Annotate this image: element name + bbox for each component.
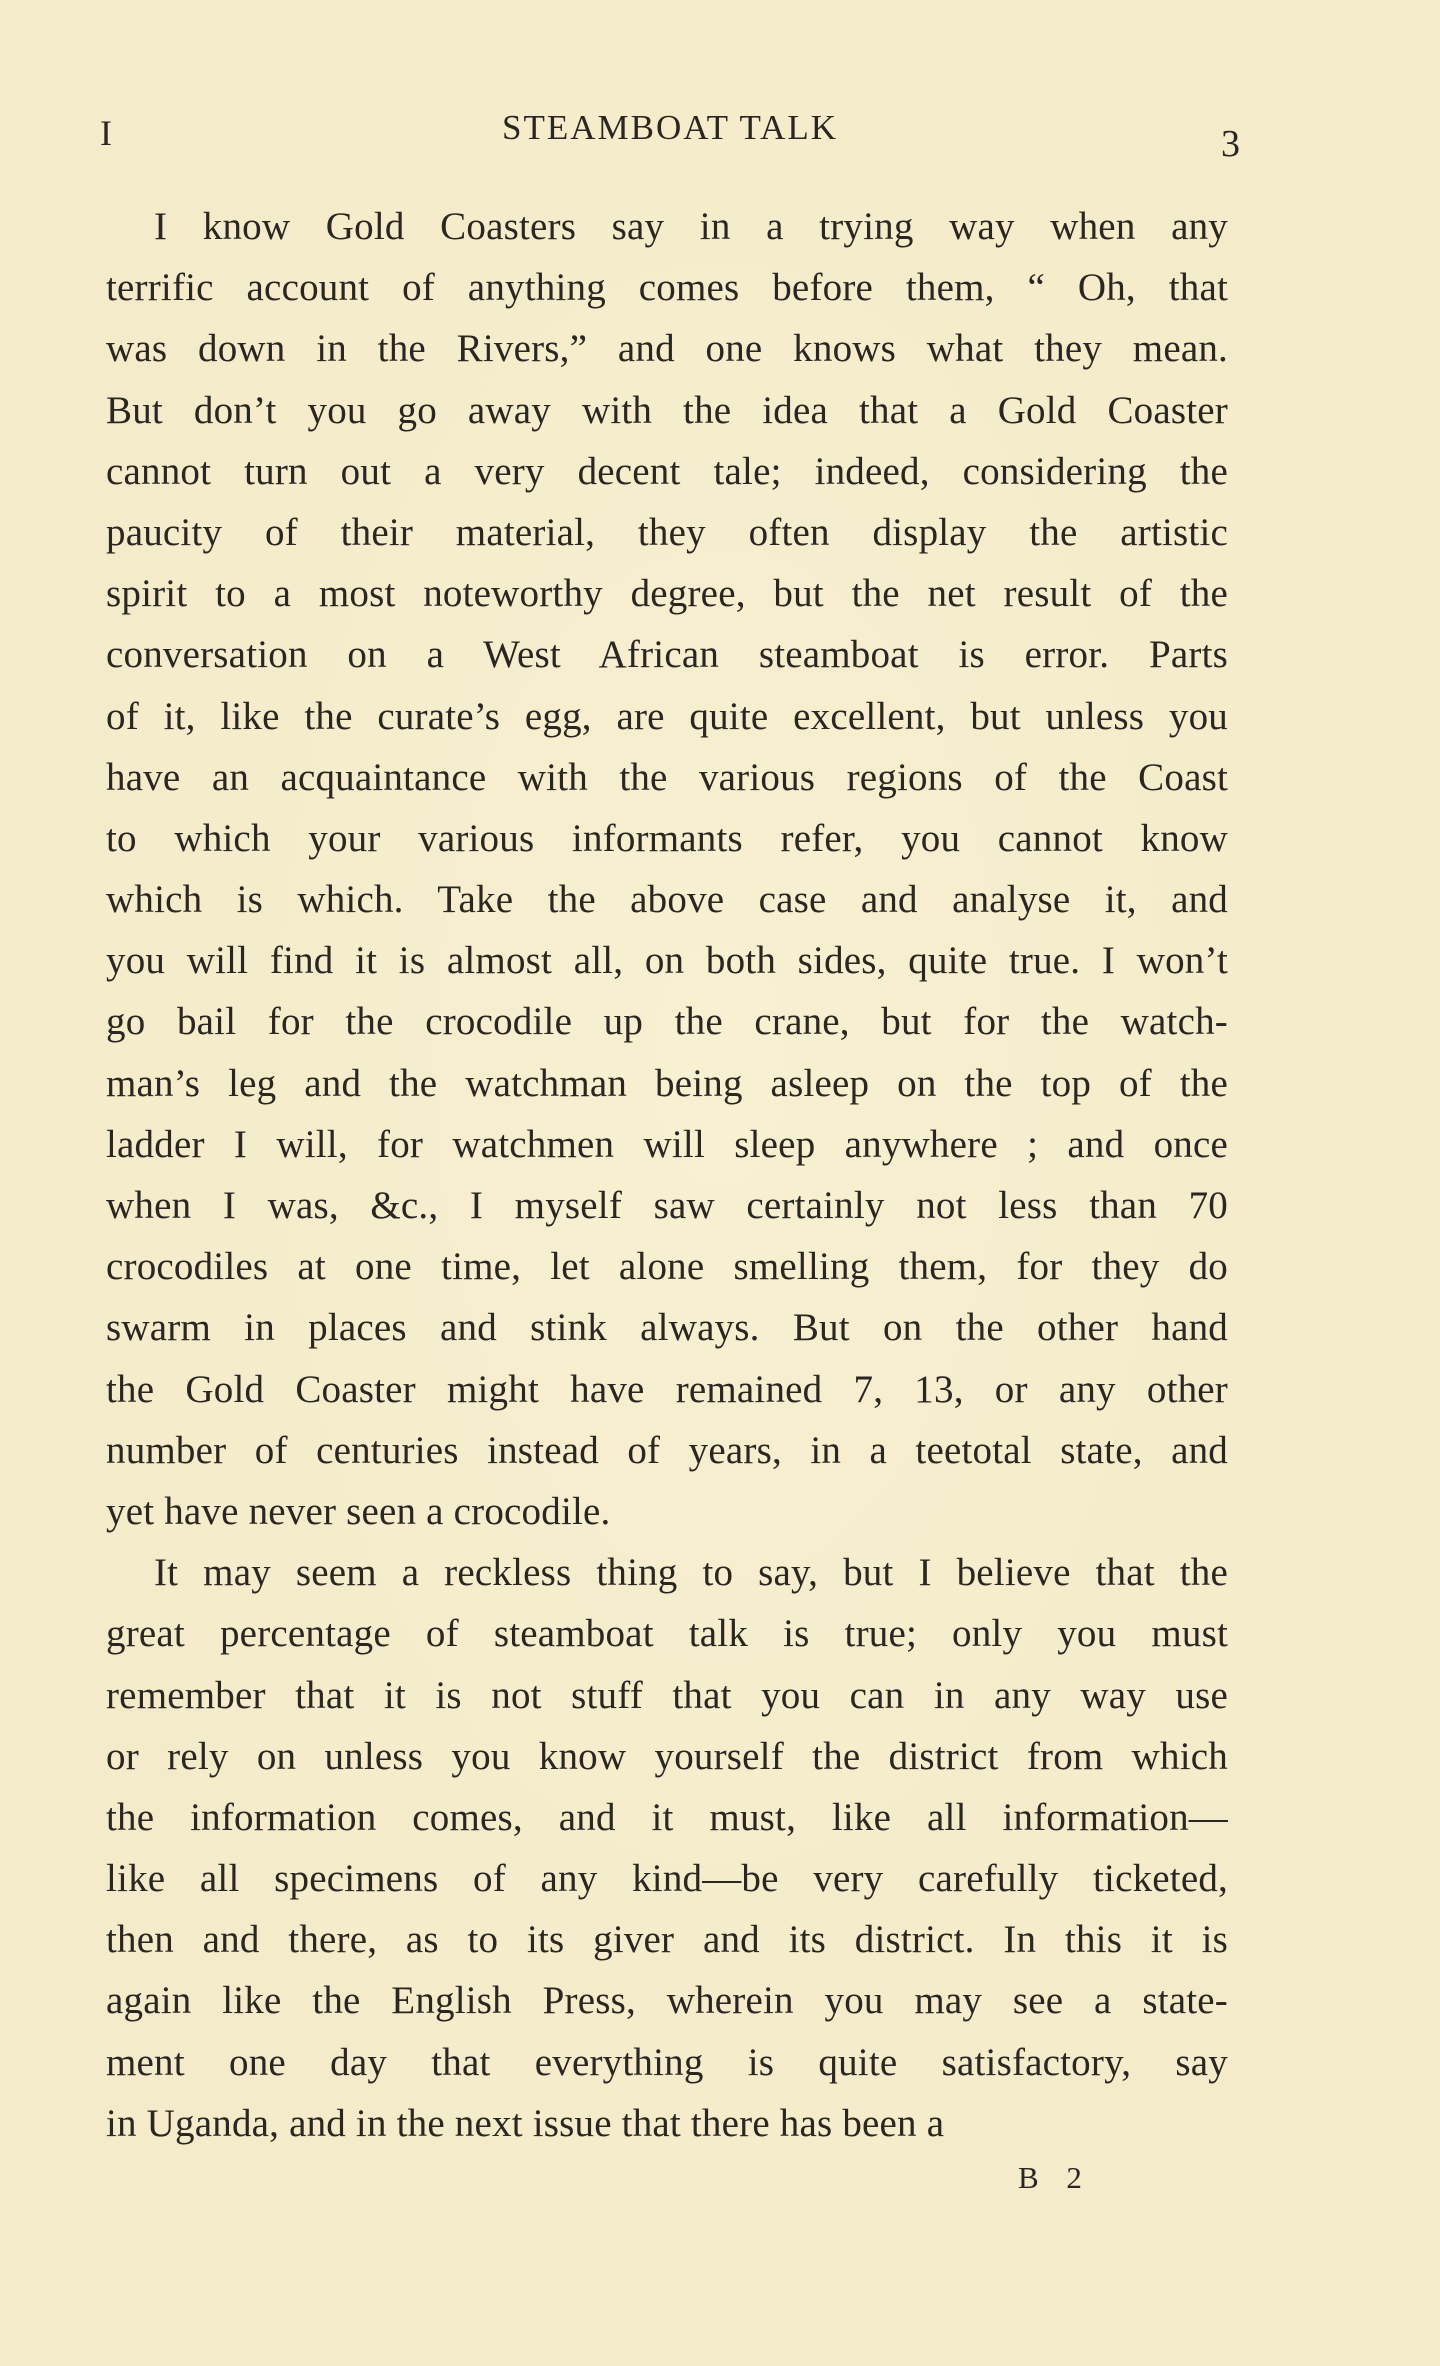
text-line: But don’t you go away with the idea that a Gold Coaster: [106, 388, 1228, 432]
chapter-number: I: [100, 113, 112, 153]
text-line: terrific account of anything comes before them, “ Oh, that: [106, 266, 1228, 310]
running-title: STEAMBOAT TALK: [501, 108, 838, 147]
text-line: swarm in places and stink always. But on the other hand: [106, 1306, 1228, 1350]
text-line: man’s leg and the watchman being asleep on the top of the: [106, 1061, 1228, 1105]
text-line: great percentage of steamboat talk is true; only you must: [106, 1612, 1228, 1656]
text-line: or rely on unless you know yourself the district from which: [106, 1734, 1228, 1778]
text-line: ment one day that everything is quite satisfactory, say: [106, 2040, 1228, 2084]
text-line: have an acquaintance with the various regions of the Coast: [106, 755, 1228, 799]
text-line: you will find it is almost all, on both sides, quite true. I won’t: [106, 939, 1228, 983]
text-line: was down in the Rivers,” and one knows what they mean.: [106, 327, 1228, 371]
text-line: the Gold Coaster might have remained 7, 13, or any other: [106, 1367, 1228, 1411]
text-line: go bail for the crocodile up the crane, but for the watch-: [106, 1000, 1228, 1044]
text-line: of it, like the curate’s egg, are quite excellent, but unless you: [106, 694, 1228, 738]
text-line: then and there, as to its giver and its district. In this it is: [106, 1918, 1228, 1962]
signature-mark: B 2: [1018, 2160, 1092, 2195]
text-line: in Uganda, and in the next issue that there has been a: [106, 2101, 945, 2145]
text-line: like all specimens of any kind—be very carefully ticketed,: [106, 1857, 1228, 1901]
text-line: I know Gold Coasters say in a trying way when any: [154, 205, 1228, 248]
text-line: the information comes, and it must, like all information—: [106, 1795, 1228, 1839]
text-line: crocodiles at one time, let alone smelling them, for they do: [106, 1245, 1228, 1289]
text-line: ladder I will, for watchmen will sleep anywhere ; and once: [106, 1122, 1228, 1166]
body-text: [106, 196, 1228, 2154]
text-line: conversation on a West African steamboat is error. Parts: [106, 633, 1228, 677]
text-line: spirit to a most noteworthy degree, but the net result of the: [106, 572, 1228, 616]
page-number: 3: [1221, 123, 1240, 165]
text-line: when I was, &c., I myself saw certainly not less than 70: [106, 1184, 1228, 1227]
text-line: yet have never seen a crocodile.: [106, 1489, 611, 1533]
text-line: to which your various informants refer, you cannot know: [106, 816, 1228, 860]
text-line: number of centuries instead of years, in a teetotal state, and: [106, 1428, 1228, 1472]
text-line: paucity of their material, they often display the artistic: [106, 510, 1228, 554]
text-line: again like the English Press, wherein you may see a state-: [106, 1979, 1228, 2023]
text-line: cannot turn out a very decent tale; indeed, considering the: [106, 449, 1228, 493]
text-line: remember that it is not stuff that you can in any way use: [106, 1673, 1228, 1717]
text-line: which is which. Take the above case and analyse it, and: [106, 878, 1228, 922]
text-line: It may seem a reckless thing to say, but I believe that the: [154, 1551, 1228, 1595]
running-head: [100, 108, 1240, 165]
